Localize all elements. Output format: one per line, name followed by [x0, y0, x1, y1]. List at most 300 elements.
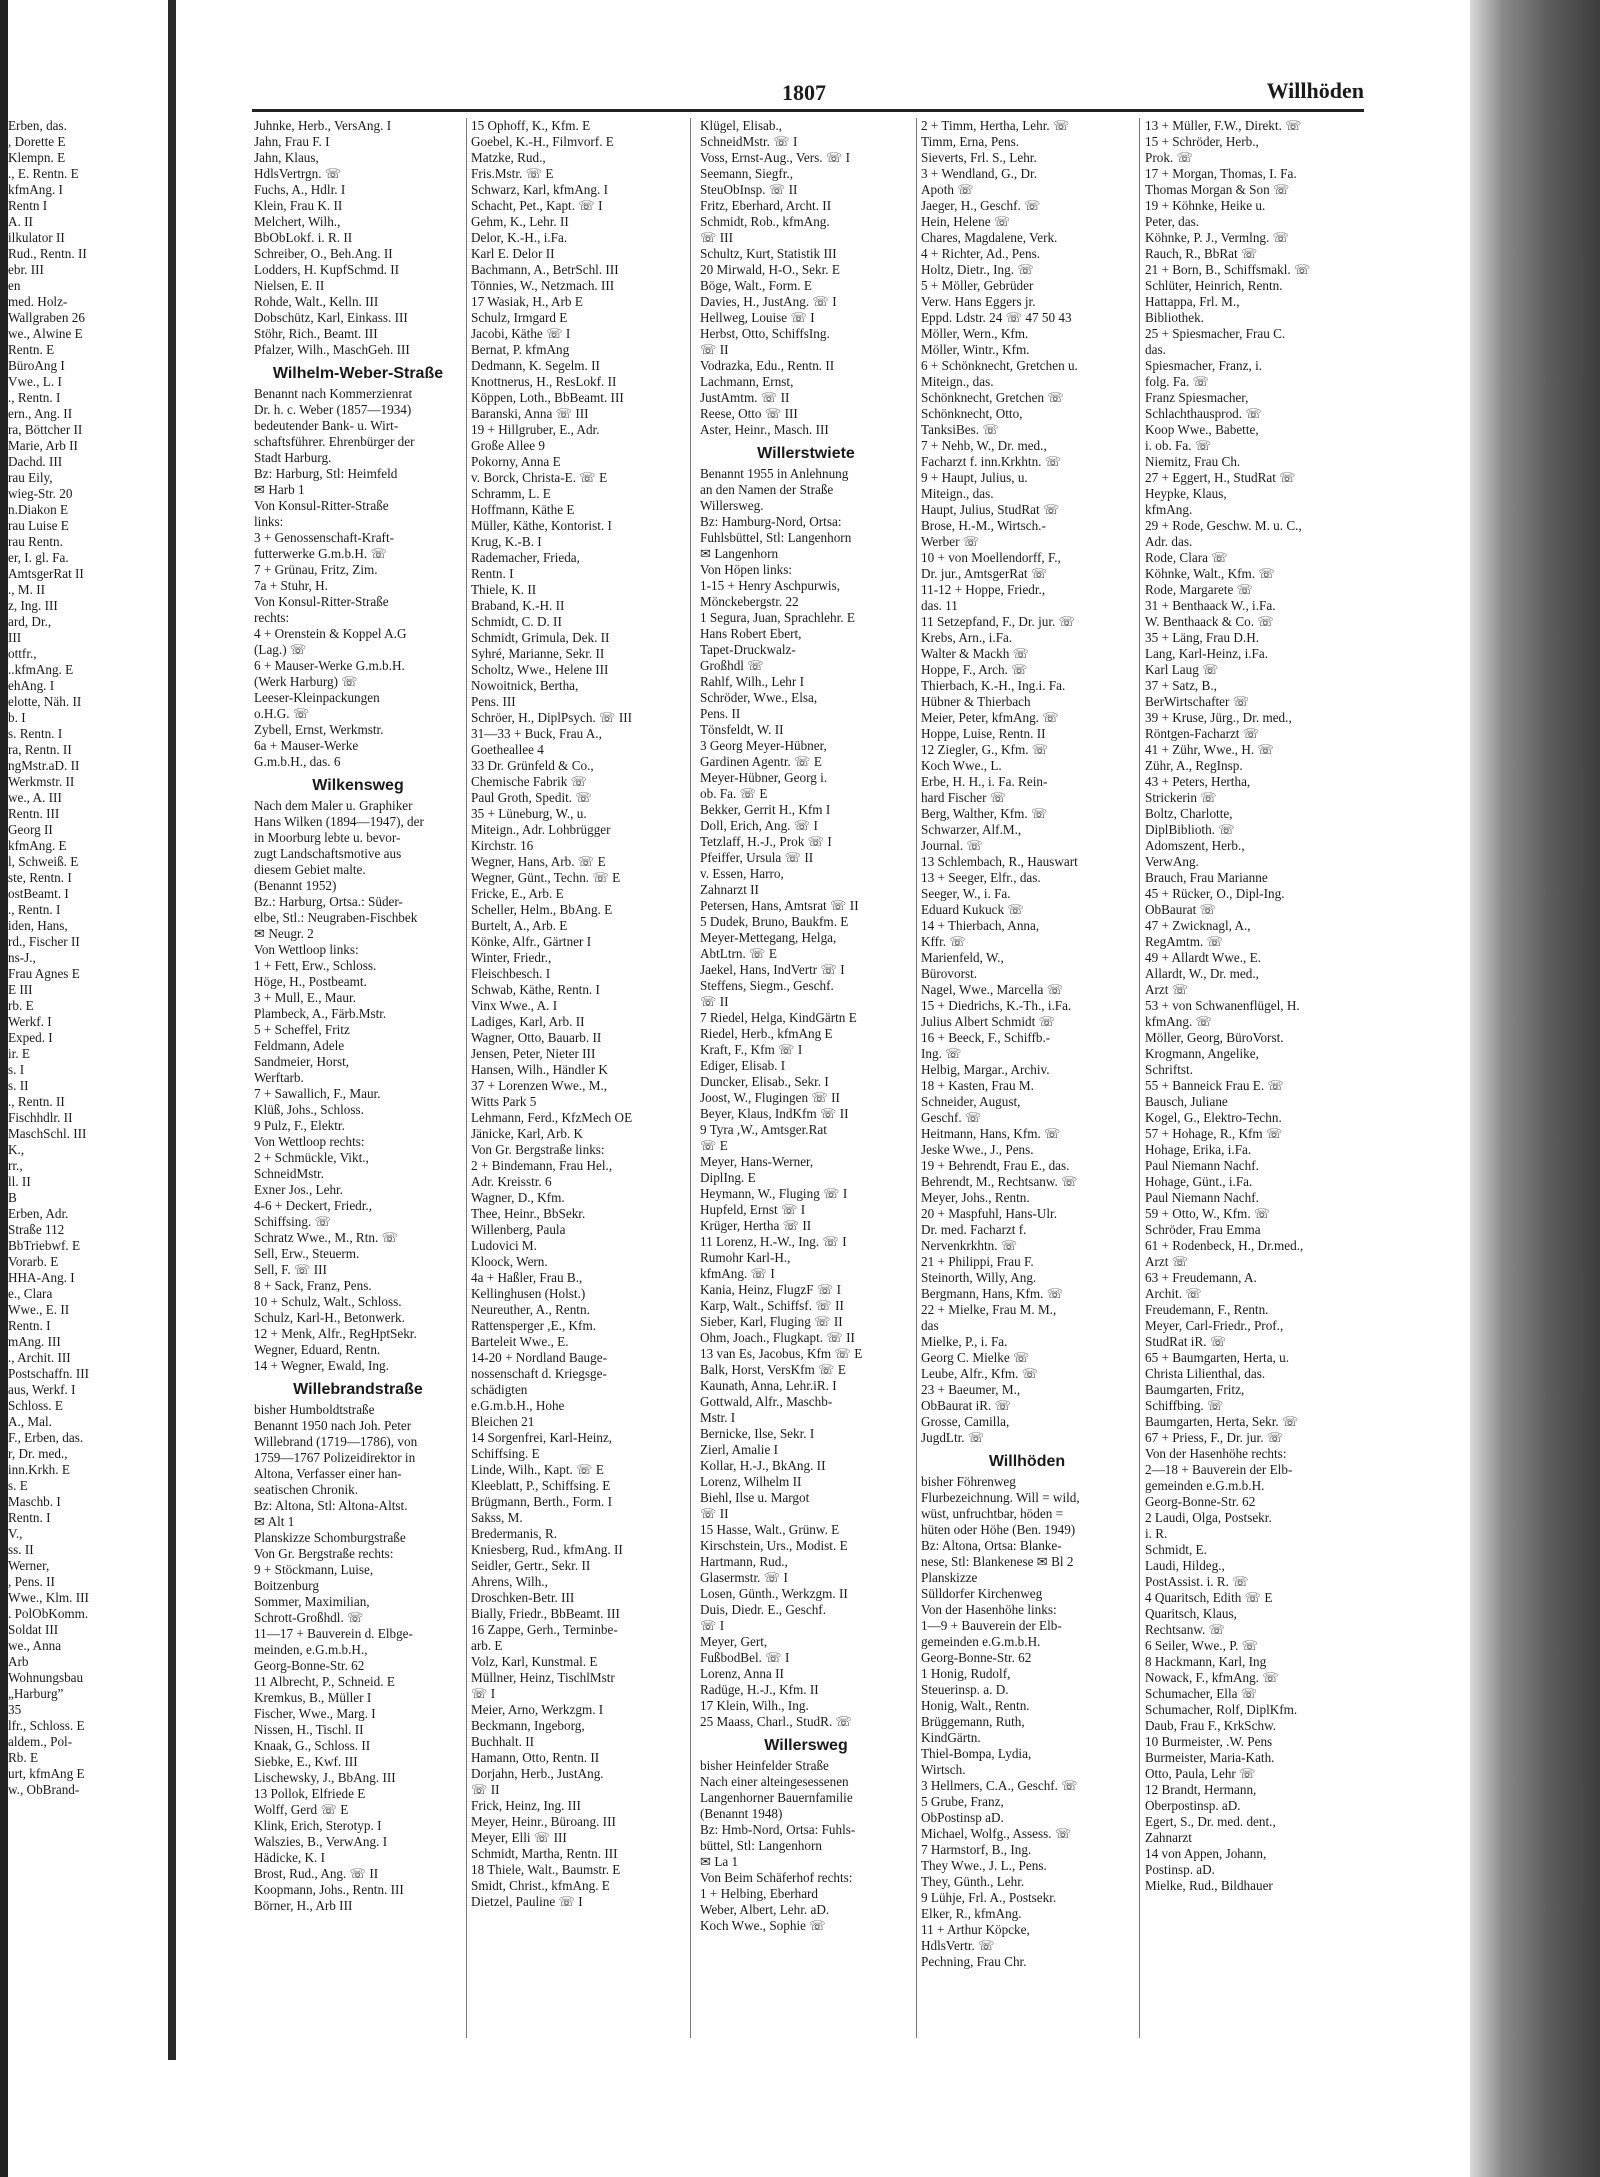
directory-line: Schramm, L. E — [471, 486, 551, 501]
directory-line: Baumgarten, Fritz, — [1145, 1382, 1245, 1397]
directory-line: futterwerke G.m.b.H. ☏ — [254, 546, 387, 561]
directory-line: Haupt, Julius, StudRat ☏ — [921, 502, 1060, 517]
page-number: 1807 — [782, 80, 826, 105]
directory-line: Von Wettloop links: — [254, 942, 359, 957]
directory-line: Lang, Karl-Heinz, i.Fa. — [1145, 646, 1269, 661]
directory-line: ✉ Langenhorn — [700, 546, 779, 561]
directory-line: 7 + Nehb, W., Dr. med., — [921, 438, 1047, 453]
directory-line: Krüger, Hertha ☏ II — [700, 1218, 812, 1233]
directory-line: Bergmann, Hans, Kfm. ☏ — [921, 1286, 1064, 1301]
directory-line: 12 Brandt, Hermann, — [1145, 1782, 1257, 1797]
directory-line: gemeinden e.G.m.b.H. — [1145, 1478, 1265, 1493]
directory-line: 15 + Diedrichs, K.-Th., i.Fa. — [921, 998, 1072, 1013]
directory-line: rd., Fischer II — [8, 934, 80, 949]
directory-line: 2—18 + Bauverein der Elb- — [1145, 1462, 1293, 1477]
directory-line: ., M. II — [8, 582, 45, 597]
street-heading: Wilhelm-Weber-Straße — [272, 365, 444, 382]
directory-line: Krogmann, Angelike, — [1145, 1046, 1259, 1061]
directory-line: Wwe., Klm. III — [8, 1590, 89, 1605]
directory-line: 20 Mirwald, H-O., Sekr. E — [700, 262, 840, 277]
directory-line: 9 Pulz, F., Elektr. — [254, 1118, 345, 1133]
directory-line: JugdLtr. ☏ — [921, 1430, 985, 1445]
directory-line: Schiffsing. ☏ — [254, 1214, 332, 1229]
directory-line: Schreiber, O., Beh.Ang. II — [254, 246, 393, 261]
directory-line: Sommer, Maximilian, — [254, 1594, 370, 1609]
directory-line: 5 + Möller, Gebrüder — [921, 278, 1034, 293]
directory-line: Lorenz, Anna II — [700, 1666, 784, 1681]
directory-line: Facharzt f. inn.Krkhtn. ☏ — [921, 454, 1062, 469]
directory-line: Planskizze — [921, 1570, 978, 1585]
directory-line: Maschb. I — [8, 1494, 61, 1509]
directory-line: Schönknecht, Gretchen ☏ — [921, 390, 1064, 405]
directory-line: 10 + Schulz, Walt., Schloss. — [254, 1294, 402, 1309]
directory-line: Bredermanis, R. — [471, 1526, 558, 1541]
directory-line: 5 Grube, Franz, — [921, 1794, 1004, 1809]
directory-line: Kleeblatt, P., Schiffsing. E — [471, 1478, 611, 1493]
directory-line: Thee, Heinr., BbSekr. — [471, 1206, 586, 1221]
directory-line: rau Eily, — [8, 470, 53, 485]
directory-line: ☏ II — [700, 1506, 729, 1521]
directory-line: Nielsen, E. II — [254, 278, 325, 293]
directory-line: Vinx Wwe., A. I — [471, 998, 558, 1013]
directory-line: Nach einer alteingesessenen — [700, 1774, 849, 1789]
directory-line: 63 + Freudemann, A. — [1145, 1270, 1257, 1285]
directory-line: Rohde, Walt., Kelln. III — [254, 294, 379, 309]
directory-line: Rode, Margarete ☏ — [1145, 582, 1254, 597]
directory-line: Bz: Altona, Stl: Altona-Altst. — [254, 1498, 408, 1513]
directory-line: Goebel, K.-H., Filmvorf. E — [471, 134, 614, 149]
directory-line: ss. II — [8, 1542, 34, 1557]
directory-line: Smidt, Christ., kfmAng. E — [471, 1878, 610, 1893]
directory-line: Walter & Mackh ☏ — [921, 646, 1030, 661]
street-heading: Willersweg — [764, 1737, 848, 1754]
directory-line: Gardinen Agentr. ☏ E — [700, 754, 822, 769]
directory-line: Krebs, Arn., i.Fa. — [921, 630, 1013, 645]
directory-line: Dietzel, Pauline ☏ I — [471, 1894, 583, 1909]
directory-line: Rumohr Karl-H., — [700, 1250, 791, 1265]
directory-line: Bz: Altona, Ortsa: Blanke- — [921, 1538, 1062, 1553]
directory-line: Altona, Verfasser einer han- — [254, 1466, 402, 1481]
directory-line: Laudi, Hildeg., — [1145, 1558, 1225, 1573]
directory-line: Stöhr, Rich., Beamt. III — [254, 326, 378, 341]
directory-line: 11 Setzepfand, F., Dr. jur. ☏ — [921, 614, 1076, 629]
directory-line: ll. II — [8, 1174, 31, 1189]
directory-line: 19 + Hillgruber, E., Adr. — [471, 422, 600, 437]
scan-edge-left — [0, 0, 8, 2177]
directory-line: Schiffsing. E — [471, 1446, 540, 1461]
directory-line: K., — [8, 1142, 25, 1157]
directory-line: Sieverts, Frl. S., Lehr. — [921, 150, 1037, 165]
directory-line: Journal. ☏ — [921, 838, 983, 853]
directory-line: Frau Agnes E — [8, 966, 80, 981]
directory-line: BüroAng I — [8, 358, 65, 373]
directory-line: Steuerinsp. a. D. — [921, 1682, 1009, 1697]
directory-line: ebr. III — [8, 262, 44, 277]
directory-line: ir. E — [8, 1046, 30, 1061]
directory-line: Wwe., E. II — [8, 1302, 70, 1317]
directory-line: Wegner, Hans, Arb. ☏ E — [471, 854, 606, 869]
directory-line: Planskizze Schomburgstraße — [254, 1530, 406, 1545]
directory-line: 67 + Priess, F., Dr. jur. ☏ — [1145, 1430, 1284, 1445]
directory-line: 6 + Mauser-Werke G.m.b.H. — [254, 658, 405, 673]
column-3 — [700, 118, 912, 2038]
directory-line: Hoffmann, Käthe E — [471, 502, 575, 517]
directory-line: BbTriebwf. E — [8, 1238, 81, 1253]
directory-line: Mielke, Rud., Bildhauer — [1145, 1878, 1273, 1893]
directory-line: (Benannt 1952) — [254, 878, 337, 893]
directory-line: FußbodBel. ☏ I — [700, 1650, 790, 1665]
directory-line: Schmidt, Martha, Rentn. III — [471, 1846, 618, 1861]
directory-line: ard, Dr., — [8, 614, 52, 629]
directory-line: Hädicke, K. I — [254, 1850, 326, 1865]
directory-line: 4a + Haßler, Frau B., — [471, 1270, 583, 1285]
directory-line: Georg II — [8, 822, 53, 837]
directory-line: Rb. E — [8, 1750, 39, 1765]
directory-line: Melchert, Wilh., — [254, 214, 341, 229]
directory-line: Exner Jos., Lehr. — [254, 1182, 343, 1197]
directory-line: Von Konsul-Ritter-Straße — [254, 498, 389, 513]
directory-line: 17 Wasiak, H., Arb E — [471, 294, 583, 309]
directory-line: 4 + Orenstein & Koppel A.G — [254, 626, 407, 641]
directory-line: Erben, Adr. — [8, 1206, 69, 1221]
directory-line: „Harburg” — [8, 1686, 64, 1701]
directory-line: Meyer, Heinr., Büroang. III — [471, 1814, 616, 1829]
directory-line: Dorjahn, Herb., JustAng. — [471, 1766, 604, 1781]
directory-line: Wegner, Günt., Techn. ☏ E — [471, 870, 621, 885]
directory-line: mAng. III — [8, 1334, 61, 1349]
directory-line: Kaunath, Anna, Lehr.iR. I — [700, 1378, 837, 1393]
directory-line: s. E — [8, 1478, 28, 1493]
directory-line: e.G.m.b.H., Hohe — [471, 1398, 565, 1413]
directory-line: Nervenkrkhtn. ☏ — [921, 1238, 1018, 1253]
directory-line: (Lag.) ☏ — [254, 642, 307, 657]
directory-line: Winter, Friedr., — [471, 950, 552, 965]
directory-line: 4 + Richter, Ad., Pens. — [921, 246, 1040, 261]
directory-line: Kellinghusen (Holst.) — [471, 1286, 586, 1301]
directory-line: Dobschütz, Karl, Einkass. III — [254, 310, 408, 325]
directory-line: Klein, Frau K. II — [254, 198, 343, 213]
directory-line: 25 + Spiesmacher, Frau C. — [1145, 326, 1286, 341]
directory-line: bedeutender Bank- u. Wirt- — [254, 418, 399, 433]
directory-line: Geschf. ☏ — [921, 1110, 982, 1125]
directory-line: er, I. gl. Fa. — [8, 550, 69, 565]
directory-line: Dr. h. c. Weber (1857—1934) — [254, 402, 412, 417]
directory-line: Kffr. ☏ — [921, 934, 966, 949]
directory-line: Köhnke, Walt., Kfm. ☏ — [1145, 566, 1275, 581]
directory-line: meinden, e.G.m.b.H., — [254, 1642, 368, 1657]
directory-line: PostAssist. i. R. ☏ — [1145, 1574, 1249, 1589]
directory-line: Koop Wwe., Babette, — [1145, 422, 1259, 437]
directory-line: Seemann, Siegfr., — [700, 166, 794, 181]
directory-line: ste, Rentn. I — [8, 870, 72, 885]
directory-line: 14 Sorgenfrei, Karl-Heinz, — [471, 1430, 613, 1445]
directory-line: b. I — [8, 710, 26, 725]
directory-line: ob. Fa. ☏ E — [700, 786, 768, 801]
directory-line: Karp, Walt., Schiffsf. ☏ II — [700, 1298, 844, 1313]
directory-line: ngMstr.aD. II — [8, 758, 80, 773]
directory-line: Behrendt, M., Rechtsanw. ☏ — [921, 1174, 1078, 1189]
directory-line: Adomszent, Herb., — [1145, 838, 1245, 853]
directory-line: Erbe, H. H., i. Fa. Rein- — [921, 774, 1048, 789]
directory-line: 5 Dudek, Bruno, Baukfm. E — [700, 914, 849, 929]
directory-line: Weber, Albert, Lehr. aD. — [700, 1902, 830, 1917]
directory-line: Postinsp. aD. — [1145, 1862, 1215, 1877]
directory-line: 3 + Genossenschaft-Kraft- — [254, 530, 394, 545]
column-divider — [1139, 118, 1140, 2038]
directory-line: Arb — [8, 1654, 29, 1669]
directory-line: Gottwald, Alfr., Maschb- — [700, 1394, 833, 1409]
directory-line: Nagel, Wwe., Marcella ☏ — [921, 982, 1064, 997]
directory-line: bisher Föhrenweg — [921, 1474, 1016, 1489]
directory-line: lfr., Schloss. E — [8, 1718, 85, 1733]
directory-line: Lehmann, Ferd., KfzMech OE — [471, 1110, 633, 1125]
directory-line: Arzt ☏ — [1145, 1254, 1189, 1269]
directory-line: Thomas Morgan & Son ☏ — [1145, 182, 1290, 197]
directory-line: Franz Spiesmacher, — [1145, 390, 1249, 405]
directory-line: Schiffbing. ☏ — [1145, 1398, 1224, 1413]
directory-line: aus, Werkf. I — [8, 1382, 76, 1397]
directory-line: ., E. Rentn. E — [8, 166, 79, 181]
directory-line: elbe, Stl.: Neugraben-Fischbek — [254, 910, 418, 925]
directory-line: Kirschstein, Urs., Modist. E — [700, 1538, 848, 1553]
directory-line: Balk, Horst, VersKfm ☏ E — [700, 1362, 846, 1377]
directory-line: Schmidt, Rob., kfmAng. — [700, 214, 830, 229]
directory-line: Jaekel, Hans, IndVertr ☏ I — [700, 962, 845, 977]
directory-line: 53 + von Schwanenflügel, H. — [1145, 998, 1300, 1013]
directory-line: Sülldorfer Kirchenweg — [921, 1586, 1043, 1601]
directory-line: 7 Harmstorf, B., Ing. — [921, 1842, 1032, 1857]
directory-line: Schröder, Frau Emma — [1145, 1222, 1261, 1237]
directory-line: ns-J., — [8, 950, 36, 965]
directory-line: Ahrens, Wilh., — [471, 1574, 548, 1589]
directory-line: III — [8, 630, 22, 645]
directory-line: Möller, Wintr., Kfm. — [921, 342, 1030, 357]
directory-line: Rentn. E — [8, 342, 55, 357]
directory-line: ilkulator II — [8, 230, 65, 245]
directory-line: Rademacher, Frieda, — [471, 550, 580, 565]
directory-line: Michael, Wolfg., Assess. ☏ — [921, 1826, 1072, 1841]
directory-line: Nissen, H., Tischl. II — [254, 1722, 364, 1737]
directory-line: (Werk Harburg) ☏ — [254, 674, 358, 689]
directory-line: ☏ E — [700, 1138, 728, 1153]
directory-line: 8 + Sack, Franz, Pens. — [254, 1278, 372, 1293]
directory-line: Rattensperger ,E., Kfm. — [471, 1318, 597, 1333]
directory-line: Schlüter, Heinrich, Rentn. — [1145, 278, 1283, 293]
directory-line: Georg-Bonne-Str. 62 — [921, 1650, 1032, 1665]
directory-line: Miteign., das. — [921, 374, 994, 389]
directory-line: Müllner, Heinz, TischlMstr — [471, 1670, 615, 1685]
directory-line: 12 + Menk, Alfr., RegHptSekr. — [254, 1326, 417, 1341]
directory-line: Von Gr. Bergstraße rechts: — [254, 1546, 394, 1561]
directory-line: Paul Niemann Nachf. — [1145, 1190, 1259, 1205]
directory-line: ehAng. I — [8, 678, 55, 693]
directory-line: 29 + Rode, Geschw. M. u. C., — [1145, 518, 1302, 533]
directory-line: bisher Heinfelder Straße — [700, 1758, 829, 1773]
directory-line: Nowack, F., kfmAng. ☏ — [1145, 1670, 1279, 1685]
directory-line: Klink, Erich, Sterotyp. I — [254, 1818, 382, 1833]
directory-line: 4 Quaritsch, Edith ☏ E — [1145, 1590, 1273, 1605]
directory-line: ., Rentn. II — [8, 1094, 65, 1109]
directory-line: Lodders, H. KupfSchmd. II — [254, 262, 400, 277]
directory-line: Mönckebergstr. 22 — [700, 594, 799, 609]
directory-line: rau Rentn. — [8, 534, 63, 549]
directory-line: ☏ I — [700, 1618, 725, 1633]
directory-line: MaschSchl. III — [8, 1126, 87, 1141]
directory-line: 1 Honig, Rudolf, — [921, 1666, 1011, 1681]
directory-line: Arzt ☏ — [1145, 982, 1189, 997]
directory-line: DiplBiblioth. ☏ — [1145, 822, 1235, 837]
directory-line: Chemische Fabrik ☏ — [471, 774, 588, 789]
directory-line: 14-20 + Nordland Bauge- — [471, 1350, 607, 1365]
directory-line: Duis, Diedr. E., Geschf. — [700, 1602, 826, 1617]
directory-line: HdlsVertrgn. ☏ — [254, 166, 342, 181]
directory-line: Postschaffn. III — [8, 1366, 90, 1381]
directory-line: Beckmann, Ingeborg, — [471, 1718, 585, 1733]
directory-line: E III — [8, 982, 33, 997]
directory-line: 61 + Rodenbeck, H., Dr.med., — [1145, 1238, 1304, 1253]
directory-line: Pfeiffer, Ursula ☏ II — [700, 850, 814, 865]
directory-line: Sandmeier, Horst, — [254, 1054, 350, 1069]
directory-line: Duncker, Elisab., Sekr. I — [700, 1074, 829, 1089]
directory-line: Georg-Bonne-Str. 62 — [1145, 1494, 1256, 1509]
directory-line: Eppd. Ldstr. 24 ☏ 47 50 43 — [921, 310, 1072, 325]
directory-line: ☏ III — [700, 230, 733, 245]
directory-line: 10 Burmeister, .W. Pens — [1145, 1734, 1273, 1749]
directory-line: Pens. III — [471, 694, 516, 709]
directory-line: inn.Krkh. E — [8, 1462, 70, 1477]
directory-line: Müller, Käthe, Kontorist. I — [471, 518, 612, 533]
directory-line: Grosse, Camilla, — [921, 1414, 1010, 1429]
directory-line: 13 + Müller, F.W., Direkt. ☏ — [1145, 118, 1302, 133]
directory-line: Steinorth, Willy, Ang. — [921, 1270, 1037, 1285]
directory-line: Egert, S., Dr. med. dent., — [1145, 1814, 1276, 1829]
directory-line: ostBeamt. I — [8, 886, 69, 901]
directory-line: büttel, Stl: Langenhorn — [700, 1838, 822, 1853]
directory-line: Schwarzer, Alf.M., — [921, 822, 1022, 837]
directory-line: Dr. jur., AmtsgerRat ☏ — [921, 566, 1048, 581]
directory-line: en — [8, 278, 21, 293]
directory-line: Bibliothek. — [1145, 310, 1204, 325]
directory-line: VerwAng. — [1145, 854, 1199, 869]
directory-line: Bernat, P. kfmAng — [471, 342, 570, 357]
directory-line: Dr. med. Facharzt f. — [921, 1222, 1027, 1237]
directory-line: Von Gr. Bergstraße links: — [471, 1142, 605, 1157]
directory-line: Flurbezeichnung. Will = wild, — [921, 1490, 1080, 1505]
directory-line: Droschken-Betr. III — [471, 1590, 575, 1605]
directory-line: 1 Segura, Juan, Sprachlehr. E — [700, 610, 855, 625]
directory-line: Meyer, Hans-Werner, — [700, 1154, 814, 1169]
directory-line: seatischen Chronik. — [254, 1482, 359, 1497]
directory-line: Röntgen-Facharzt ☏ — [1145, 726, 1260, 741]
directory-line: Hans Wilken (1894—1947), der — [254, 814, 424, 829]
directory-line: nese, Stl: Blankenese ✉ Bl 2 — [921, 1554, 1074, 1569]
directory-line: 25 Maass, Charl., StudR. ☏ — [700, 1714, 853, 1729]
directory-line: ☏ II — [471, 1782, 500, 1797]
directory-line: Brügmann, Berth., Form. I — [471, 1494, 613, 1509]
directory-line: BbObLokf. i. R. II — [254, 230, 353, 245]
directory-line: rb. E — [8, 998, 34, 1013]
directory-line: Kania, Heinz, FlugzF ☏ I — [700, 1282, 842, 1297]
directory-line: G.m.b.H., das. 6 — [254, 754, 341, 769]
directory-line: ✉ Alt 1 — [254, 1514, 295, 1529]
directory-line: Meyer, Carl-Friedr., Prof., — [1145, 1318, 1284, 1333]
directory-line: 3 + Wendland, G., Dr. — [921, 166, 1038, 181]
directory-line: Fischhdlr. II — [8, 1110, 73, 1125]
directory-line: 7 + Sawallich, F., Maur. — [254, 1086, 381, 1101]
directory-line: Börner, H., Arb III — [254, 1898, 353, 1913]
directory-line: Kollar, H.-J., BkAng. II — [700, 1458, 826, 1473]
directory-line: Hübner & Thierbach — [921, 694, 1031, 709]
directory-line: aldem., Pol- — [8, 1734, 73, 1749]
directory-line: Schumacher, Rolf, DiplKfm. — [1145, 1702, 1298, 1717]
directory-line: Neureuther, A., Rentn. — [471, 1302, 590, 1317]
directory-line: Tetzlaff, H.-J., Prok ☏ I — [700, 834, 832, 849]
directory-line: Riedel, Herb., kfmAng E — [700, 1026, 833, 1041]
directory-line: 31 + Benthaack W., i.Fa. — [1145, 598, 1276, 613]
column-4 — [921, 118, 1133, 2038]
directory-line: Quaritsch, Klaus, — [1145, 1606, 1237, 1621]
directory-line: Koch Wwe., L. — [921, 758, 1002, 773]
directory-line: Rentn. III — [8, 806, 60, 821]
directory-line: Böge, Walt., Form. E — [700, 278, 812, 293]
directory-line: Großhdl ☏ — [700, 658, 764, 673]
directory-line: Meyer, Gert, — [700, 1634, 768, 1649]
directory-line: Pfalzer, Wilh., MaschGeh. III — [254, 342, 410, 357]
directory-line: wieg-Str. 20 — [8, 486, 73, 501]
directory-line: Christa Lilienthal, das. — [1145, 1366, 1266, 1381]
directory-line: Heitmann, Hans, Kfm. ☏ — [921, 1126, 1061, 1141]
directory-line: Fricke, E., Arb. E — [471, 886, 564, 901]
directory-line: ObPostinsp aD. — [921, 1810, 1004, 1825]
directory-line: Bz: Harburg, Stl: Heimfeld — [254, 466, 398, 481]
directory-line: 59 + Otto, W., Kfm. ☏ — [1145, 1206, 1271, 1221]
directory-line: Miteign., Adr. Lohbrügger — [471, 822, 611, 837]
directory-line: 41 + Zühr, Wwe., H. ☏ — [1145, 742, 1275, 757]
directory-line: 7 + Grünau, Fritz, Zim. — [254, 562, 378, 577]
directory-line: r, Dr. med., — [8, 1446, 68, 1461]
directory-line: Knottnerus, H., ResLokf. II — [471, 374, 617, 389]
directory-line: gemeinden e.G.m.b.H. — [921, 1634, 1041, 1649]
directory-line: Wagner, D., Kfm. — [471, 1190, 565, 1205]
directory-line: Schmidt, C. D. II — [471, 614, 562, 629]
directory-line: Werkf. I — [8, 1014, 52, 1029]
directory-line: Lachmann, Ernst, — [700, 374, 794, 389]
directory-line: Bz: Hamburg-Nord, Ortsa: — [700, 514, 842, 529]
directory-line: Walszies, B., VerwAng. I — [254, 1834, 388, 1849]
directory-line: Hartmann, Rud., — [700, 1554, 788, 1569]
directory-line: Bausch, Juliane — [1145, 1094, 1228, 1109]
directory-line: Juhnke, Herb., VersAng. I — [254, 118, 392, 133]
directory-line: SteuObInsp. ☏ II — [700, 182, 798, 197]
directory-line: 13 Pollok, Elfriede E — [254, 1786, 366, 1801]
directory-line: in Moorburg lebte u. bevor- — [254, 830, 401, 845]
directory-line: Adr. Kreisstr. 6 — [471, 1174, 552, 1189]
directory-line: Verw. Hans Eggers jr. — [921, 294, 1036, 309]
directory-line: 16 Zappe, Gerh., Terminbe- — [471, 1622, 618, 1637]
directory-line: W. Benthaack & Co. ☏ — [1145, 614, 1274, 629]
directory-line: Prok. ☏ — [1145, 150, 1193, 165]
directory-line: Niemitz, Frau Ch. — [1145, 454, 1241, 469]
directory-line: Hattappa, Frl. M., — [1145, 294, 1240, 309]
directory-line: 18 Thiele, Walt., Baumstr. E — [471, 1862, 621, 1877]
directory-line: 10 + von Moellendorff, F., — [921, 550, 1061, 565]
directory-line: Wallgraben 26 — [8, 310, 85, 325]
directory-line: 57 + Hohage, R., Kfm ☏ — [1145, 1126, 1283, 1141]
directory-line: 7 Riedel, Helga, KindGärtn E — [700, 1010, 857, 1025]
directory-line: Dedmann, K. Segelm. II — [471, 358, 600, 373]
directory-line: 39 + Kruse, Jürg., Dr. med., — [1145, 710, 1292, 725]
directory-line: Könke, Alfr., Gärtner I — [471, 934, 592, 949]
